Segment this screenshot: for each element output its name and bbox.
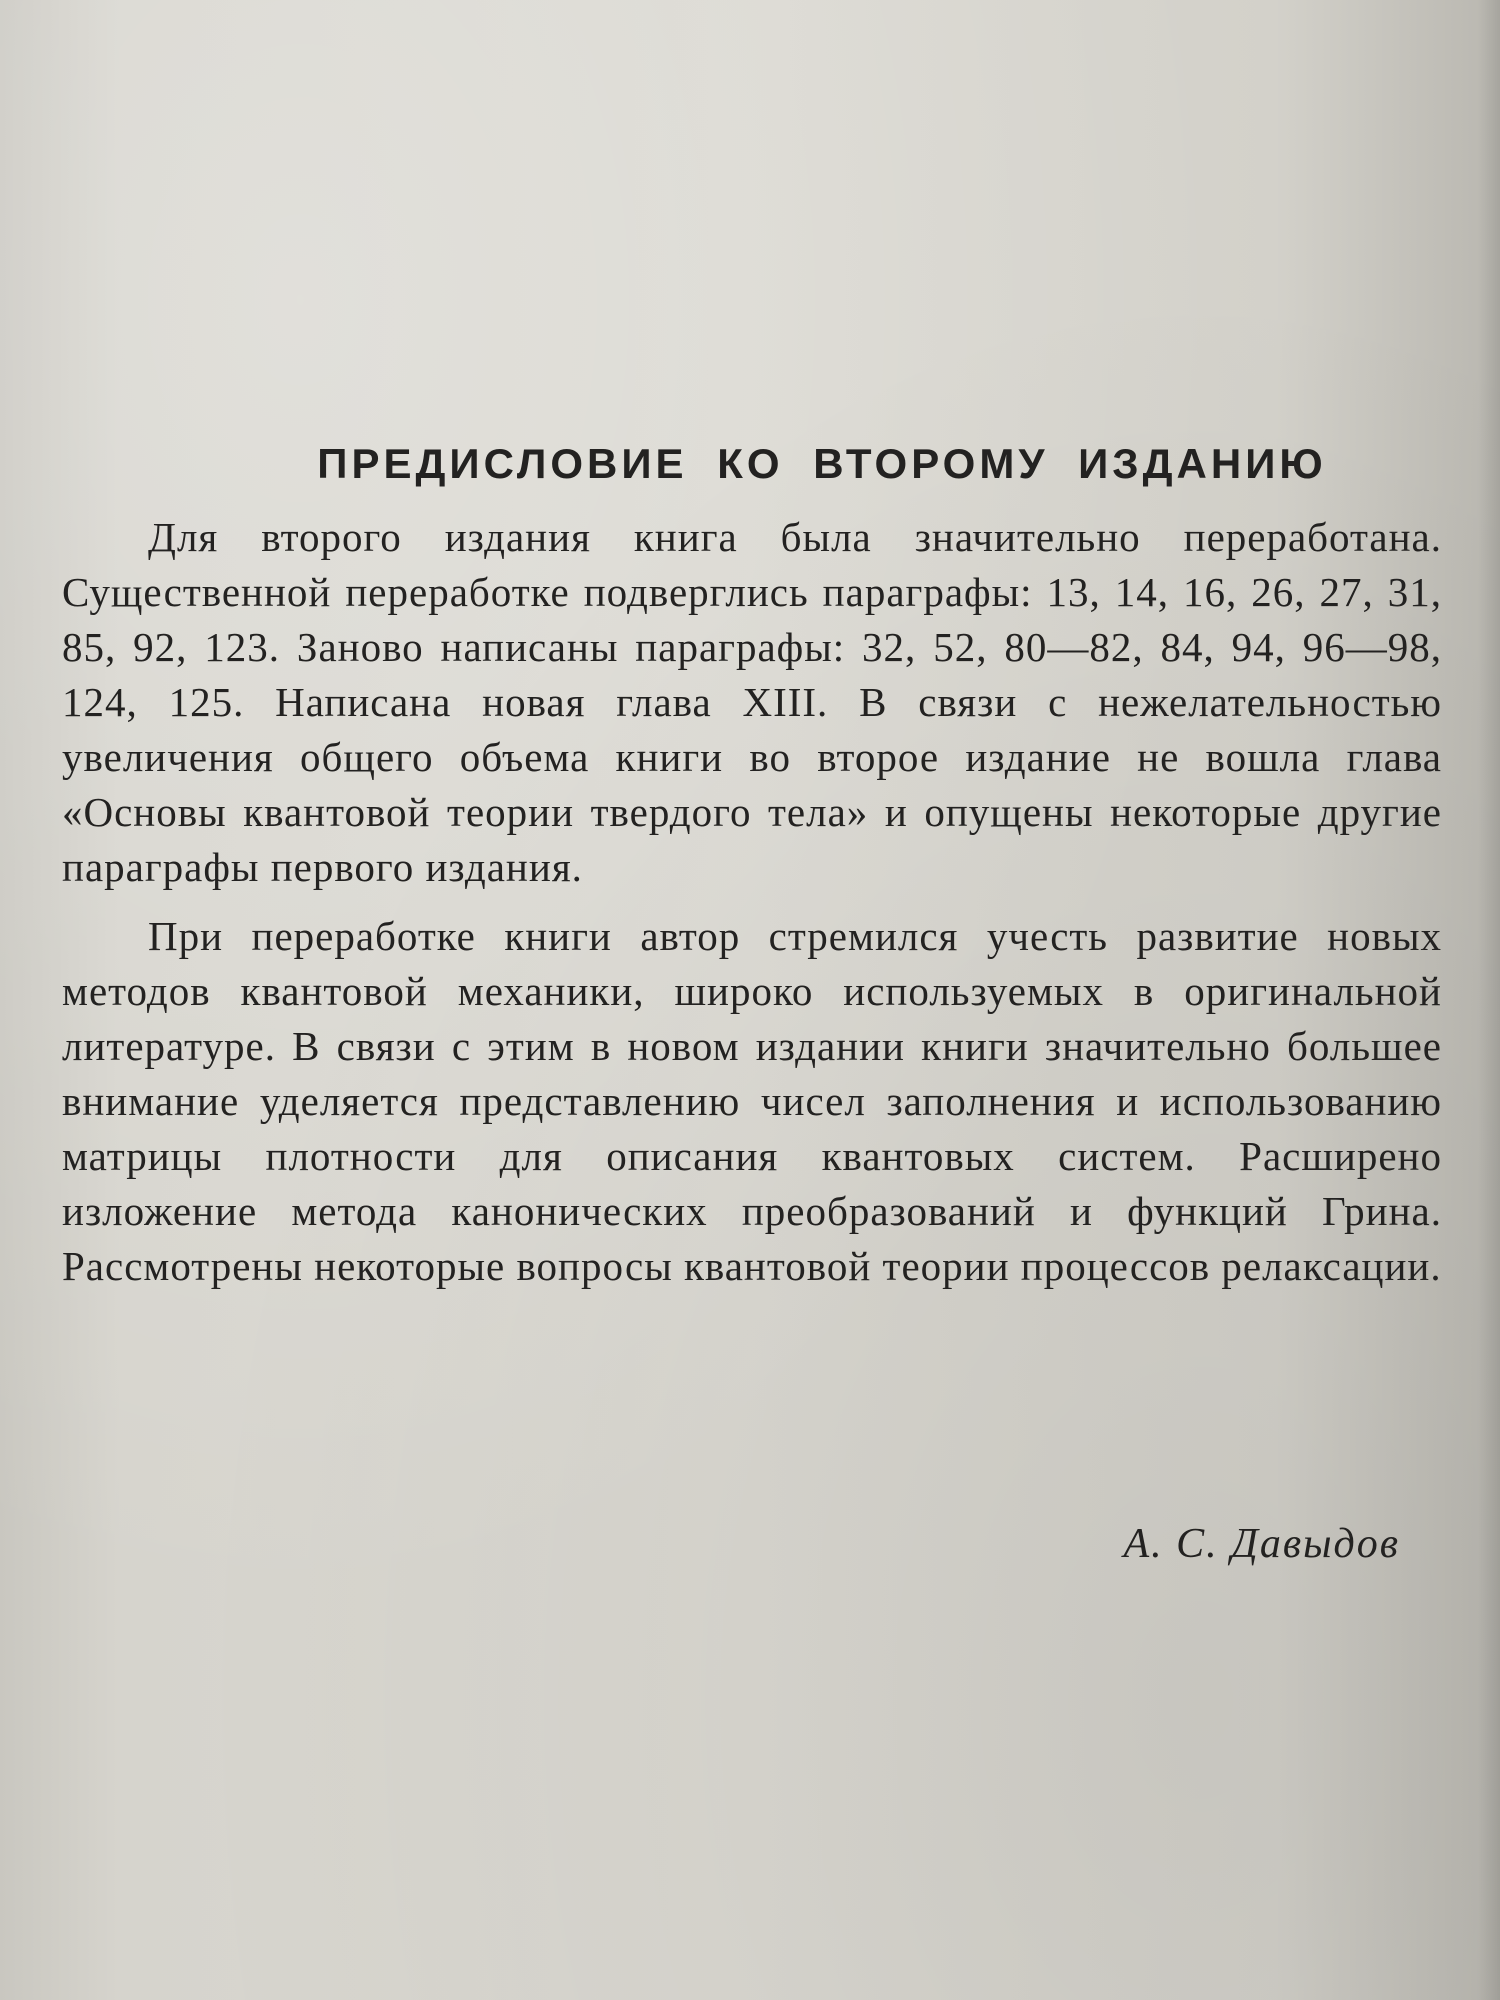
preface-paragraph-1: Для второго издания книга была значительно переработана. Существенной переработке подверглись параграфы: 13, 14, 16, 26, 27, 31, 85, 92, 123. Заново написаны параграфы: 32, 52, 80—82, 84, 94, 96—98, 124, 125. Написана новая глава XIII. В связи с нежелательностью увеличения общего объема книги во второе издание не вошла глава «Основы квантовой теории твердого тела» и опущены некоторые другие параграфы первого издания.: [62, 514, 1442, 890]
author-signature: А. С. Давыдов: [1123, 1521, 1400, 1567]
preface-text-block: [62, 440, 1442, 1308]
preface-heading: ПРЕДИСЛОВИЕ КО ВТОРОМУ ИЗДАНИЮ: [317, 440, 1327, 487]
page-edge-shadow: [1478, 0, 1500, 2000]
preface-paragraph-2: При переработке книги автор стремился учесть развитие новых методов квантовой механики, широко используемых в оригинальной литературе. В связи с этим в новом издании книги значительно большее внимание уделяется представлению чисел заполнения и использованию матрицы плотности для описания квантовых систем. Расширено изложение метода канонических преобразований и функций Грина. Рассмотрены некоторые вопросы квантовой теории процессов релаксации.: [62, 913, 1442, 1289]
